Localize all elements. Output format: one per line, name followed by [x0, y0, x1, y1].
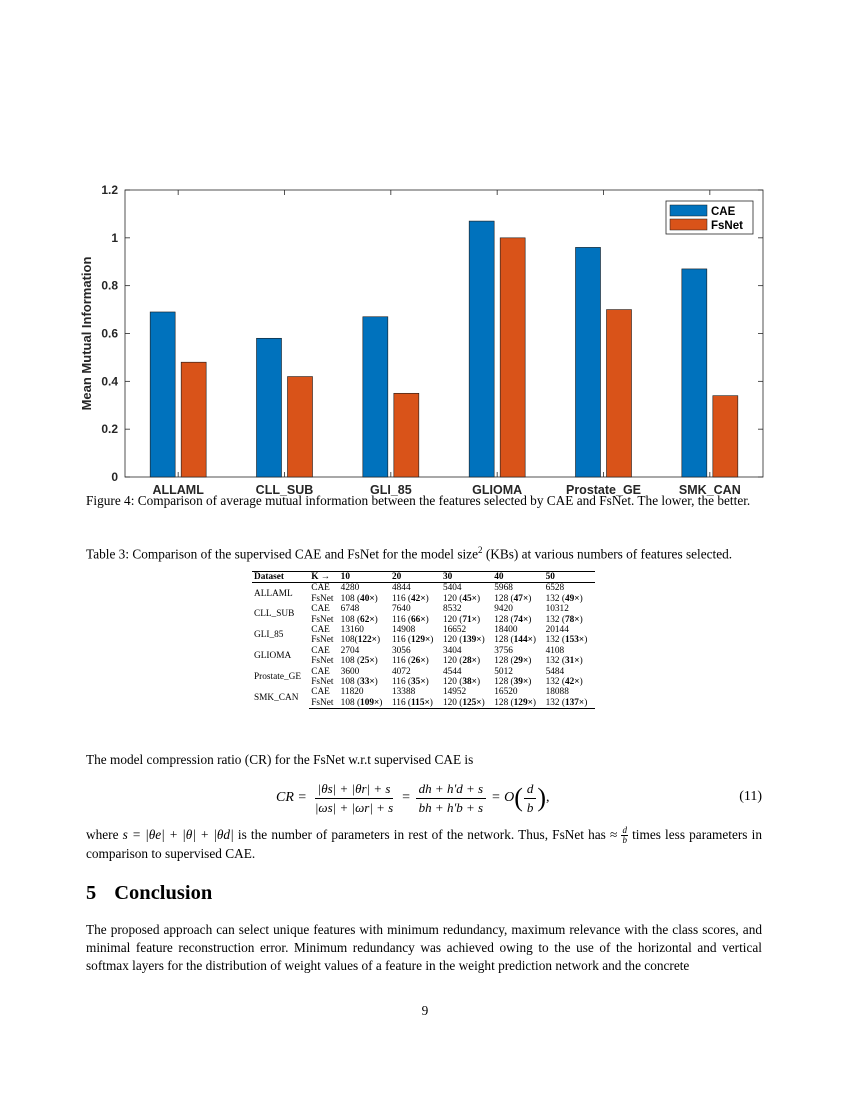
- fsnet-size: 128 (: [494, 614, 514, 625]
- where-frac-num: d: [622, 825, 627, 836]
- cae-value-cell: 20144: [545, 625, 569, 636]
- eq-right-paren: ): [537, 783, 547, 812]
- fsnet-ratio: 42×: [564, 677, 580, 688]
- cae-value-cell: 18400: [494, 625, 518, 636]
- fsnet-value-cell: [544, 594, 595, 604]
- fsnet-value-cell: [441, 698, 492, 709]
- fsnet-size: 132 (: [545, 697, 565, 708]
- eq-big-o: = O: [491, 790, 515, 805]
- fsnet-close-paren: ): [481, 697, 485, 708]
- legend-label-fsnet: FsNet: [711, 220, 743, 232]
- header-20: 20: [390, 572, 441, 583]
- cae-value-cell: 4280: [340, 583, 360, 594]
- fsnet-close-paren: ): [584, 635, 588, 646]
- legend-swatch-cae: [670, 205, 707, 216]
- fsnet-size: 116 (: [392, 656, 412, 667]
- section-number: 5: [86, 882, 97, 904]
- fsnet-close-paren: ): [579, 677, 583, 688]
- fsnet-ratio: 31×: [564, 656, 580, 667]
- fsnet-size: 108 (: [340, 697, 361, 708]
- bar-cae-glioma: [469, 221, 494, 477]
- fsnet-close-paren: ): [584, 697, 588, 708]
- fsnet-size: 120 (: [442, 635, 463, 646]
- eq-frac3-den: b: [526, 799, 534, 815]
- fsnet-close-paren: ): [379, 697, 383, 708]
- table-row-cae: [252, 625, 595, 635]
- figure-4-chart: [70, 178, 770, 500]
- cae-value-cell: 3404: [442, 645, 462, 656]
- x-tick-label: GLIOMA: [472, 483, 523, 497]
- fsnet-ratio: 28×: [462, 656, 477, 667]
- page-number: 9: [421, 1003, 429, 1018]
- fsnet-size: 108 (: [340, 656, 361, 667]
- fsnet-value-cell: [544, 677, 595, 687]
- x-tick-label: Prostate_GE: [565, 483, 642, 497]
- fsnet-close-paren: ): [532, 697, 537, 708]
- fsnet-size: 132 (: [545, 656, 565, 667]
- conclusion-paragraph: The proposed approach can select unique features with minimum redundancy, maximum relevance with the class scores, and minimal feature reconstruction error. Minimum redundancy was achieved owing to the use of the horizontal and vertical softmax layers for the distribution of weight values of a feature in the weight prediction network and the concrete: [86, 922, 762, 973]
- cae-value-cell: 18088: [545, 687, 569, 698]
- fsnet-ratio: 122×: [357, 635, 377, 646]
- fsnet-value-cell: [492, 615, 543, 625]
- fsnet-size: 120 (: [442, 656, 463, 667]
- fsnet-ratio: 33×: [360, 677, 375, 688]
- dataset-cell: Prostate_GE: [254, 671, 301, 682]
- where-part1: where: [86, 827, 119, 842]
- fsnet-size: 116 (: [392, 635, 412, 646]
- fsnet-size: 108 (: [340, 614, 361, 625]
- section-title: Conclusion: [114, 882, 213, 904]
- table-caption-prefix: Table 3: Comparison of the supervised CAE and FsNet for the model size: [86, 546, 478, 562]
- fsnet-close-paren: ): [429, 697, 433, 708]
- y-tick-label: 0.2: [101, 422, 118, 437]
- eq-fraction-2: [416, 781, 486, 816]
- fsnet-close-paren: ): [579, 614, 583, 625]
- model-cell-cae: CAE: [311, 583, 330, 594]
- fsnet-close-paren: ): [425, 656, 429, 667]
- x-tick-label: ALLAML: [152, 483, 204, 497]
- y-tick-label: 0.4: [101, 374, 118, 389]
- fsnet-close-paren: ): [476, 614, 481, 625]
- fsnet-ratio: 139×: [462, 635, 482, 646]
- fsnet-value-cell: [390, 677, 441, 687]
- fsnet-size: 132 (: [545, 677, 565, 688]
- fsnet-size: 120 (: [442, 593, 463, 604]
- bar-cae-cll-sub: [257, 338, 282, 477]
- table-caption-footnote: 2: [478, 545, 483, 555]
- cae-value-cell: 4544: [442, 666, 462, 677]
- section-heading: [86, 882, 212, 905]
- fsnet-ratio: 153×: [564, 635, 585, 646]
- table-caption: [86, 542, 762, 562]
- fsnet-close-paren: ): [532, 635, 537, 646]
- fsnet-close-paren: ): [528, 677, 532, 688]
- bar-fsnet-allaml: [181, 362, 206, 477]
- paragraph-where: [86, 826, 762, 863]
- fsnet-ratio: 39×: [513, 677, 529, 688]
- fsnet-close-paren: ): [374, 677, 378, 688]
- fsnet-size: 108 (: [340, 593, 361, 604]
- table-row-cae: [252, 583, 595, 594]
- model-cell-cae: CAE: [311, 604, 330, 615]
- cae-value-cell: 5404: [442, 583, 462, 594]
- fsnet-close-paren: ): [425, 593, 429, 604]
- bar-cae-smk-can: [682, 269, 707, 477]
- table-caption-suffix: (KBs) at various numbers of features selected.: [482, 546, 733, 562]
- cae-value-cell: 14952: [442, 687, 467, 698]
- data-table: [252, 571, 595, 709]
- cae-value-cell: 16652: [442, 625, 467, 636]
- eq-frac2-den: bh + h′b + s: [418, 799, 484, 815]
- cae-value-cell: 4108: [545, 645, 565, 656]
- where-frac-den: b: [622, 835, 627, 846]
- y-tick-label: 1: [111, 230, 118, 245]
- cae-value-cell: 10312: [545, 604, 569, 615]
- y-tick-label: 0.6: [101, 326, 118, 341]
- fsnet-ratio: 144×: [513, 635, 533, 646]
- equation-number: (11): [739, 789, 762, 804]
- fsnet-ratio: 49×: [564, 593, 580, 604]
- eq-frac3-num: d: [524, 781, 537, 799]
- equation-body: [276, 778, 550, 818]
- fsnet-value-cell: [544, 635, 595, 645]
- cae-value-cell: 14908: [392, 625, 416, 636]
- fsnet-value-cell: [339, 656, 390, 666]
- dataset-cell: GLI_85: [254, 630, 284, 641]
- legend-label-cae: CAE: [711, 206, 736, 218]
- model-cell-cae: CAE: [311, 645, 330, 656]
- eq-comma: ,: [546, 790, 550, 805]
- fsnet-ratio: 42×: [411, 593, 426, 604]
- model-size-table: [252, 571, 597, 709]
- x-tick-label: CLL_SUB: [255, 483, 314, 497]
- fsnet-value-cell: [544, 656, 595, 666]
- fsnet-ratio: 66×: [411, 614, 426, 625]
- eq-fraction-1: [312, 781, 396, 816]
- fsnet-size: 120 (: [442, 677, 463, 688]
- fsnet-ratio: 137×: [564, 697, 585, 708]
- eq-frac2-num: dh + h′d + s: [416, 781, 486, 799]
- header-k: K →: [309, 572, 338, 583]
- where-math: s = |θe| + |θ| + |θd|: [122, 827, 234, 842]
- fsnet-value-cell: [339, 594, 390, 604]
- cae-value-cell: 16520: [494, 687, 518, 698]
- bar-cae-prostate-ge: [576, 247, 601, 477]
- fsnet-close-paren: ): [376, 635, 381, 646]
- fsnet-size: 116 (: [392, 677, 412, 688]
- model-cell-fsnet: FsNet: [311, 635, 334, 646]
- fsnet-value-cell: [441, 635, 492, 645]
- fsnet-close-paren: ): [528, 656, 532, 667]
- fsnet-ratio: 38×: [462, 677, 477, 688]
- fsnet-value-cell: [339, 677, 390, 687]
- bar-fsnet-smk-can: [713, 396, 738, 477]
- fsnet-close-paren: ): [579, 593, 583, 604]
- table-row-cae: [252, 667, 595, 677]
- cae-value-cell: 3056: [392, 645, 411, 656]
- fsnet-close-paren: ): [528, 593, 532, 604]
- fsnet-ratio: 62×: [360, 614, 375, 625]
- fsnet-ratio: 35×: [411, 677, 426, 688]
- bar-fsnet-prostate-ge: [607, 310, 632, 477]
- header-40: 40: [492, 572, 543, 583]
- fsnet-size: 120 (: [442, 614, 463, 625]
- fsnet-value-cell: [441, 656, 492, 666]
- fsnet-ratio: 129×: [411, 635, 431, 646]
- fsnet-size: 132 (: [545, 614, 565, 625]
- equation-11: [86, 778, 762, 818]
- fsnet-value-cell: [492, 677, 543, 687]
- fsnet-value-cell: [390, 594, 441, 604]
- model-cell-fsnet: FsNet: [311, 677, 334, 688]
- model-cell-fsnet: FsNet: [311, 614, 334, 625]
- fsnet-close-paren: ): [476, 656, 481, 667]
- y-axis-label: Mean Mutual Information: [79, 256, 94, 411]
- fsnet-close-paren: ): [425, 677, 429, 688]
- fsnet-size: 132 (: [545, 593, 565, 604]
- eq-frac1-num: |θs| + |θr| + s: [315, 781, 394, 799]
- cae-value-cell: 7640: [392, 604, 411, 615]
- dataset-cell: ALLAML: [254, 588, 293, 599]
- header-30: 30: [441, 572, 492, 583]
- cae-value-cell: 6748: [340, 604, 360, 615]
- cae-value-cell: 8532: [442, 604, 462, 615]
- fsnet-size: 132 (: [545, 635, 565, 646]
- fsnet-size: 116 (: [392, 593, 412, 604]
- fsnet-value-cell: [390, 698, 441, 709]
- fsnet-size: 128 (: [494, 656, 514, 667]
- eq-left-paren: (: [514, 783, 523, 812]
- y-tick-label: 0.8: [101, 278, 118, 293]
- fsnet-size: 128 (: [494, 635, 514, 646]
- eq-fraction-3: [524, 781, 537, 816]
- fsnet-ratio: 45×: [462, 593, 477, 604]
- fsnet-value-cell: [339, 615, 390, 625]
- x-tick-label: GLI_85: [369, 483, 412, 497]
- fsnet-ratio: 129×: [513, 697, 533, 708]
- model-cell-cae: CAE: [311, 687, 330, 698]
- fsnet-value-cell: [339, 698, 390, 709]
- fsnet-value-cell: [544, 615, 595, 625]
- bar-cae-gli-85: [363, 317, 388, 477]
- fsnet-value-cell: [544, 698, 595, 709]
- cae-value-cell: 3756: [494, 645, 513, 656]
- fsnet-size: 128 (: [494, 677, 514, 688]
- eq-lhs: CR =: [276, 790, 307, 805]
- y-tick-label: 1.2: [101, 183, 118, 197]
- fsnet-value-cell: [492, 594, 543, 604]
- cae-value-cell: 4844: [392, 583, 411, 594]
- cae-value-cell: 13388: [392, 687, 416, 698]
- fsnet-close-paren: ): [476, 677, 481, 688]
- fsnet-ratio: 47×: [513, 593, 529, 604]
- bar-chart-svg: [70, 178, 770, 500]
- legend-swatch-fsnet: [670, 219, 707, 230]
- dataset-cell: SMK_CAN: [254, 692, 299, 703]
- fsnet-close-paren: ): [374, 614, 378, 625]
- fsnet-value-cell: [339, 635, 390, 645]
- where-fraction: [621, 826, 628, 845]
- fsnet-ratio: 74×: [513, 614, 529, 625]
- fsnet-ratio: 125×: [462, 697, 482, 708]
- fsnet-size: 108 (: [340, 677, 361, 688]
- model-cell-fsnet: FsNet: [309, 698, 338, 709]
- bar-fsnet-gli-85: [394, 393, 419, 477]
- fsnet-close-paren: ): [425, 614, 429, 625]
- header-50: 50: [544, 572, 595, 583]
- fsnet-size: 108(: [340, 635, 358, 646]
- bar-fsnet-glioma: [500, 238, 525, 477]
- model-cell-fsnet: FsNet: [311, 656, 334, 667]
- fsnet-value-cell: [441, 594, 492, 604]
- fsnet-value-cell: [390, 635, 441, 645]
- cae-value-cell: 11820: [340, 687, 364, 698]
- dataset-cell: GLIOMA: [254, 651, 292, 662]
- fsnet-close-paren: ): [579, 656, 583, 667]
- header-dataset: Dataset: [252, 572, 309, 583]
- model-cell-cae: CAE: [311, 625, 330, 636]
- fsnet-ratio: 25×: [360, 656, 375, 667]
- cae-value-cell: 5012: [494, 666, 513, 677]
- paragraph-compression-ratio: The model compression ratio (CR) for the FsNet w.r.t supervised CAE is: [86, 752, 474, 767]
- table-row-cae: [252, 604, 595, 614]
- cae-value-cell: 3600: [340, 666, 360, 677]
- fsnet-value-cell: [492, 635, 543, 645]
- fsnet-close-paren: ): [374, 593, 378, 604]
- table-row-cae: [252, 687, 595, 697]
- fsnet-value-cell: [492, 698, 543, 709]
- fsnet-ratio: 40×: [360, 593, 375, 604]
- fsnet-close-paren: ): [476, 593, 481, 604]
- fsnet-size: 116 (: [392, 614, 412, 625]
- fsnet-close-paren: ): [481, 635, 485, 646]
- fsnet-size: 116 (: [392, 697, 412, 708]
- fsnet-close-paren: ): [528, 614, 532, 625]
- fsnet-value-cell: [441, 677, 492, 687]
- y-tick-label: 0: [111, 470, 118, 484]
- fsnet-ratio: 26×: [411, 656, 426, 667]
- where-part3: times less parameters in comparison to supervised CAE.: [86, 827, 762, 862]
- fsnet-close-paren: ): [374, 656, 378, 667]
- fsnet-size: 128 (: [494, 697, 514, 708]
- fsnet-close-paren: ): [430, 635, 434, 646]
- x-tick-label: SMK_CAN: [678, 483, 741, 497]
- fsnet-value-cell: [492, 656, 543, 666]
- table-header-row: [252, 572, 595, 583]
- figure-caption: Figure 4: Comparison of average mutual information between the features selected by CAE and FsNet. The lower, the better.: [86, 493, 751, 508]
- table-row-cae: [252, 646, 595, 656]
- model-cell-cae: CAE: [311, 666, 330, 677]
- cae-value-cell: 6528: [545, 583, 565, 594]
- fsnet-value-cell: [390, 615, 441, 625]
- cae-value-cell: 5968: [494, 583, 513, 594]
- fsnet-ratio: 115×: [411, 697, 430, 708]
- dataset-cell: CLL_SUB: [254, 609, 295, 620]
- where-part2: is the number of parameters in rest of the network. Thus, FsNet has ≈: [237, 827, 618, 842]
- fsnet-ratio: 29×: [513, 656, 529, 667]
- eq-frac1-den: |ωs| + |ωr| + s: [314, 799, 394, 815]
- fsnet-value-cell: [390, 656, 441, 666]
- header-10: 10: [339, 572, 390, 583]
- fsnet-ratio: 109×: [360, 697, 380, 708]
- fsnet-ratio: 71×: [462, 614, 477, 625]
- cae-value-cell: 9420: [494, 604, 513, 615]
- cae-value-cell: 13160: [340, 625, 364, 636]
- eq-equals-2: =: [401, 790, 411, 805]
- model-cell-fsnet: FsNet: [311, 593, 334, 604]
- bar-fsnet-cll-sub: [288, 377, 313, 477]
- cae-value-cell: 2704: [340, 645, 360, 656]
- cae-value-cell: 5484: [545, 666, 565, 677]
- bar-cae-allaml: [150, 312, 175, 477]
- cae-value-cell: 4072: [392, 666, 411, 677]
- fsnet-size: 120 (: [442, 697, 463, 708]
- fsnet-value-cell: [441, 615, 492, 625]
- fsnet-size: 128 (: [494, 593, 514, 604]
- fsnet-ratio: 78×: [564, 614, 580, 625]
- table-body: [252, 583, 595, 709]
